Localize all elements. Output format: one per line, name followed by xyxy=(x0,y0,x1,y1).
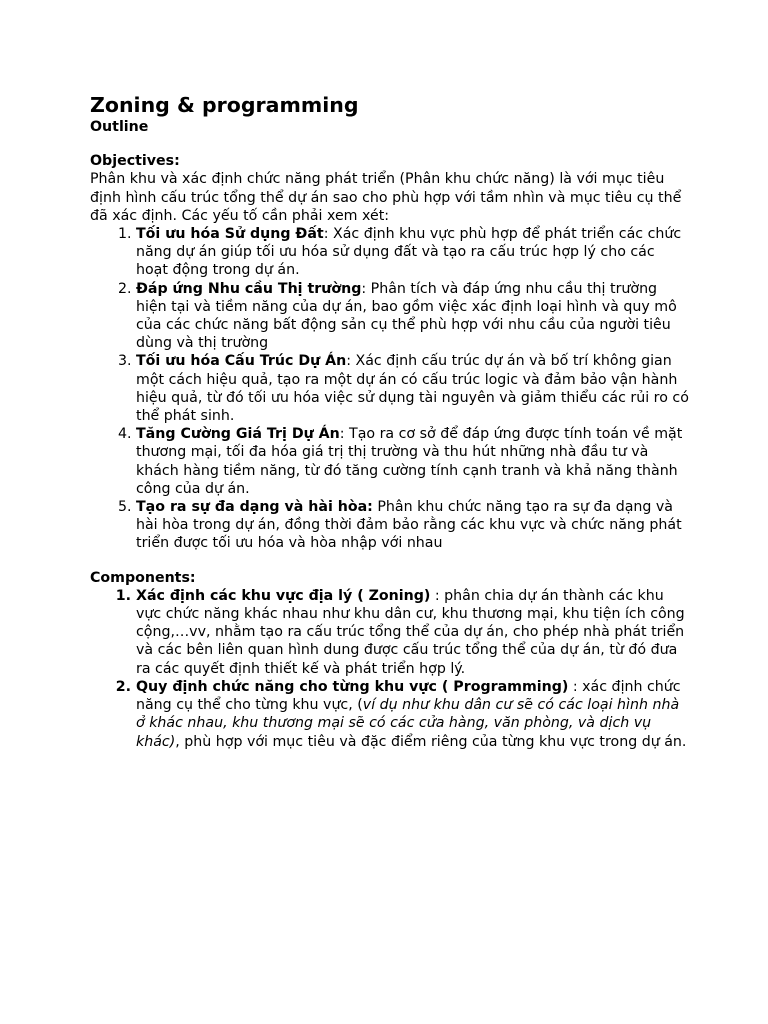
components-heading: Components: xyxy=(90,569,196,586)
document-page xyxy=(90,92,690,751)
objective-item xyxy=(136,498,690,553)
objectives-heading: Objectives: xyxy=(90,153,180,170)
component-text: : xác định chức năng cụ thể cho từng khu vực, ( xyxy=(136,678,681,714)
document-title: Zoning & programming xyxy=(90,93,359,117)
component-label: Xác định các khu vực địa lý ( Zoning) xyxy=(136,587,431,604)
component-text: : phân chia dự án thành các khu vực chức năng khác nhau như khu dân cư, khu thương mại, khu tiện ích công cộng,…vv, nhằm tạo ra cấu trúc tổng thể của dự án, cho phép nhà phát triển và các bên liên quan hình dung được cấu trúc tổng thể của dự án, từ đó đưa ra các quyết định thiết kế và phát triển hợp lý. xyxy=(136,587,685,677)
objective-label: Tăng Cường Giá Trị Dự Án xyxy=(136,426,340,443)
component-item-programming xyxy=(136,678,690,751)
objective-text: : Phân tích và đáp ứng nhu cầu thị trường hiện tại và tiềm năng của dự án, bao gồm việc xác định loại hình và quy mô của các chức năng bất động sản cụ thể phù hợp với nhu cầu của người tiêu dùng và thị trường xyxy=(136,280,677,352)
objective-label: Tối ưu hóa Sử dụng Đất xyxy=(136,226,324,243)
objective-label: Tối ưu hóa Cấu Trúc Dự Án xyxy=(136,353,347,370)
objective-text: : Tạo ra cơ sở để đáp ứng được tính toán về mặt thương mại, tối đa hóa giá trị thị trường và thu hút những nhà đầu tư và khách hàng tiềm năng, từ đó tăng cường tính cạnh tranh và khả năng thành công của dự án. xyxy=(136,426,683,497)
spacer xyxy=(90,136,690,152)
objective-item xyxy=(136,280,690,353)
spacer xyxy=(90,553,690,569)
objective-item xyxy=(136,352,690,425)
objectives-intro: Phân khu và xác định chức năng phát triển (Phân khu chức năng) là với mục tiêu định hình cấu trúc tổng thể dự án sao cho phù hợp với tầm nhìn và mục tiêu cụ thể đã xác định. Các yếu tố cần phải xem xét: xyxy=(90,171,682,224)
component-item-zoning xyxy=(136,587,690,678)
component-example-text: ví dụ như khu dân cư sẽ có các loại hình nhà ở khác nhau, khu thương mại sẽ có các cửa hàng, văn phòng, và dịch vụ khác) xyxy=(136,697,680,750)
component-text: , phù hợp với mục tiêu và đặc điểm riêng của từng khu vực trong dự án. xyxy=(175,733,687,750)
objectives-section xyxy=(90,152,690,552)
components-list xyxy=(90,587,690,751)
component-label: Quy định chức năng cho từng khu vực ( Programming) xyxy=(136,678,569,695)
document-subtitle: Outline xyxy=(90,119,149,135)
objective-item xyxy=(136,225,690,280)
objective-text: : Xác định cấu trúc dự án và bố trí không gian một cách hiệu quả, tạo ra một dự án có cấu trúc logic và đảm bảo vận hành hiệu quả, từ đó tối ưu hóa việc sử dụng tài nguyên và giảm thiểu các rủi ro có thể phát sinh. xyxy=(136,353,689,425)
objective-item xyxy=(136,425,690,498)
objectives-list xyxy=(90,225,690,553)
objective-label: Tạo ra sự đa dạng và hài hòa: xyxy=(136,499,373,516)
objective-text: : Xác định khu vực phù hợp để phát triển các chức năng dự án giúp tối ưu hóa sử dụng đất và tạo ra cấu trúc hợp lý cho các hoạt động trong dự án. xyxy=(136,226,682,279)
objective-label: Đáp ứng Nhu cầu Thị trường xyxy=(136,280,362,297)
objective-text: Phân khu chức năng tạo ra sự đa dạng và hài hòa trong dự án, đồng thời đảm bảo rằng các khu vực và chức năng phát triển được tối ưu hóa và hòa nhập với nhau xyxy=(136,499,682,552)
components-section xyxy=(90,569,690,751)
